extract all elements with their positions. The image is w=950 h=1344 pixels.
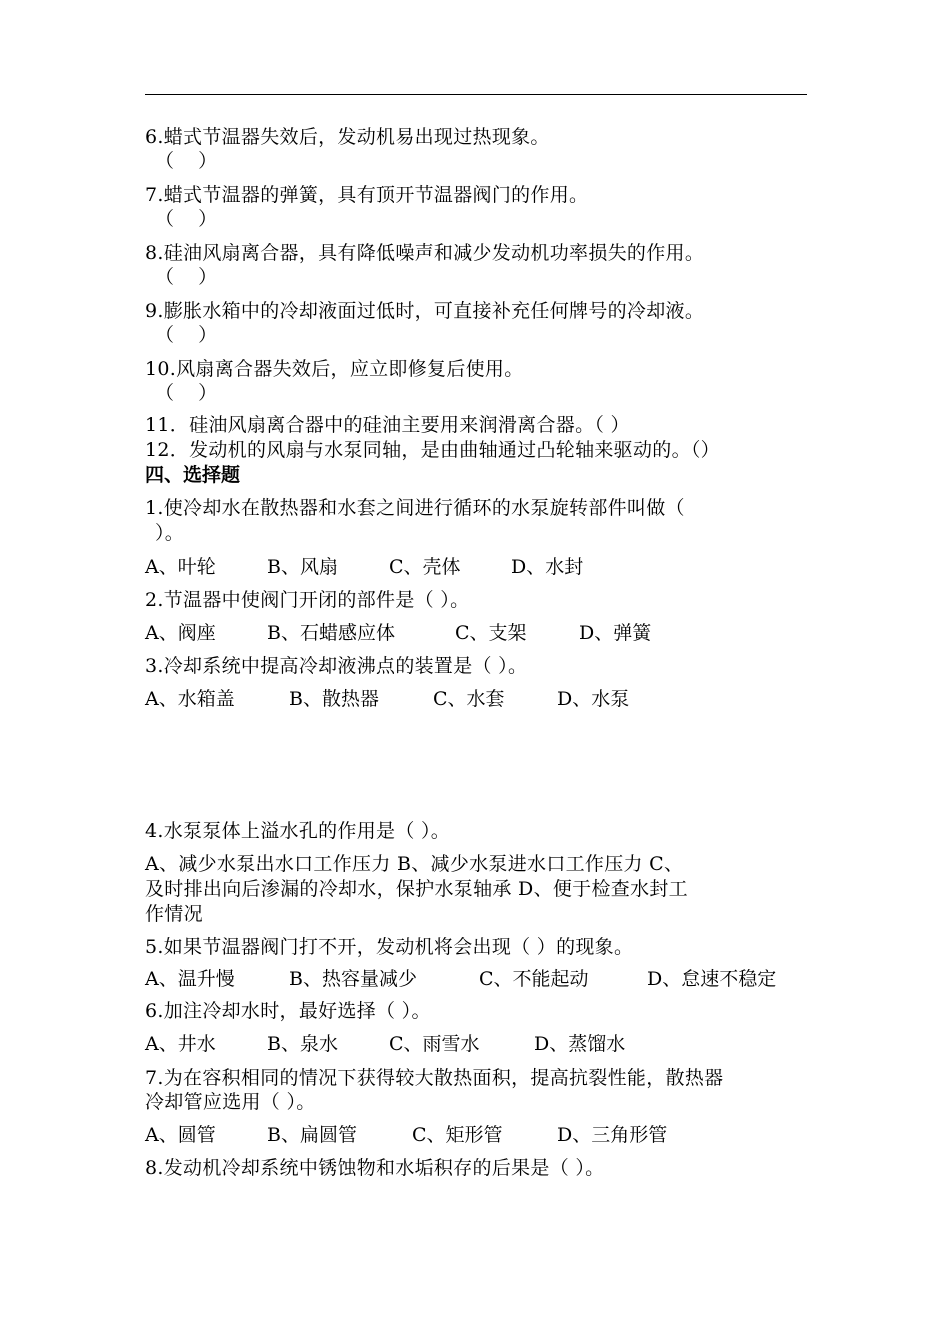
question-6: 6.加注冷却水时，最好选择（ ）。 bbox=[145, 1000, 431, 1022]
question-7: 7.为在容积相同的情况下获得较大散热面积，提高抗裂性能，散热器 bbox=[145, 1067, 724, 1089]
option-b: B、风扇 bbox=[267, 556, 338, 578]
judgement-item-11: 11．硅油风扇离合器中的硅油主要用来润滑离合器。（ ） bbox=[145, 414, 630, 436]
option-c: C、雨雪水 bbox=[389, 1033, 480, 1055]
option-a: A、温升慢 bbox=[145, 968, 235, 990]
judgement-item-9: 9.膨胀水箱中的冷却液面过低时，可直接补充任何牌号的冷却液。 bbox=[145, 300, 705, 322]
option-a: A、阀座 bbox=[145, 622, 216, 644]
question-3: 3.冷却系统中提高冷却液沸点的装置是（ ）。 bbox=[145, 655, 528, 677]
question-2: 2.节温器中使阀门开闭的部件是（ ）。 bbox=[145, 589, 470, 611]
option-b: B、泉水 bbox=[267, 1033, 338, 1055]
judgement-item-10: 10.风扇离合器失效后，应立即修复后使用。 bbox=[145, 358, 524, 380]
answer-parentheses: （ ） bbox=[155, 382, 218, 404]
option-b: B、热容量减少 bbox=[289, 968, 417, 990]
section-title: 四、选择题 bbox=[145, 464, 241, 486]
question-2-options bbox=[145, 622, 651, 644]
question-4-options-line1: A、减少水泵出水口工作压力 B、减少水泵进水口工作压力 C、 bbox=[145, 853, 684, 875]
question-4-options-line2: 及时排出向后渗漏的冷却水，保护水泵轴承 D、便于检查水封工 bbox=[145, 878, 688, 900]
option-a: A、叶轮 bbox=[145, 556, 216, 578]
option-a: A、圆管 bbox=[145, 1124, 216, 1146]
answer-parentheses: （ ） bbox=[155, 150, 218, 172]
option-a: A、水箱盖 bbox=[145, 688, 235, 710]
option-b: B、散热器 bbox=[289, 688, 379, 710]
header-rule bbox=[145, 94, 807, 95]
question-1: 1.使冷却水在散热器和水套之间进行循环的水泵旋转部件叫做（ bbox=[145, 497, 685, 519]
option-a: A、井水 bbox=[145, 1033, 216, 1055]
option-c: C、不能起动 bbox=[479, 968, 589, 990]
answer-parentheses: （ ） bbox=[155, 266, 218, 288]
option-d: D、弹簧 bbox=[579, 622, 652, 644]
question-4-options-line3: 作情况 bbox=[145, 903, 203, 925]
question-1-end: ）。 bbox=[155, 522, 185, 544]
question-7-options bbox=[145, 1124, 667, 1146]
question-5-options bbox=[145, 968, 776, 990]
question-3-options bbox=[145, 688, 629, 710]
option-b: B、石蜡感应体 bbox=[267, 622, 395, 644]
option-d: D、水封 bbox=[511, 556, 584, 578]
option-b: B、扁圆管 bbox=[267, 1124, 357, 1146]
question-6-options bbox=[145, 1033, 625, 1055]
option-d: D、怠速不稳定 bbox=[647, 968, 777, 990]
judgement-item-12: 12．发动机的风扇与水泵同轴，是由曲轴通过凸轮轴来驱动的。（） bbox=[145, 439, 720, 461]
answer-parentheses: （ ） bbox=[155, 324, 218, 346]
question-7-line2: 冷却管应选用（ ）。 bbox=[145, 1091, 316, 1113]
option-d: D、三角形管 bbox=[557, 1124, 668, 1146]
question-1-options bbox=[145, 556, 583, 578]
option-c: C、水套 bbox=[433, 688, 505, 710]
answer-parentheses: （ ） bbox=[155, 208, 218, 230]
option-d: D、蒸馏水 bbox=[534, 1033, 626, 1055]
question-4: 4.水泵泵体上溢水孔的作用是（ ）。 bbox=[145, 820, 451, 842]
option-c: C、壳体 bbox=[389, 556, 461, 578]
option-c: C、支架 bbox=[455, 622, 527, 644]
option-c: C、矩形管 bbox=[412, 1124, 503, 1146]
option-d: D、水泵 bbox=[557, 688, 630, 710]
judgement-item-7: 7.蜡式节温器的弹簧，具有顶开节温器阀门的作用。 bbox=[145, 184, 589, 206]
question-5: 5.如果节温器阀门打不开，发动机将会出现（ ）的现象。 bbox=[145, 936, 634, 958]
judgement-item-6: 6.蜡式节温器失效后，发动机易出现过热现象。 bbox=[145, 126, 550, 148]
question-8: 8.发动机冷却系统中锈蚀物和水垢积存的后果是（ ）。 bbox=[145, 1157, 605, 1179]
judgement-item-8: 8.硅油风扇离合器，具有降低噪声和减少发动机功率损失的作用。 bbox=[145, 242, 705, 264]
